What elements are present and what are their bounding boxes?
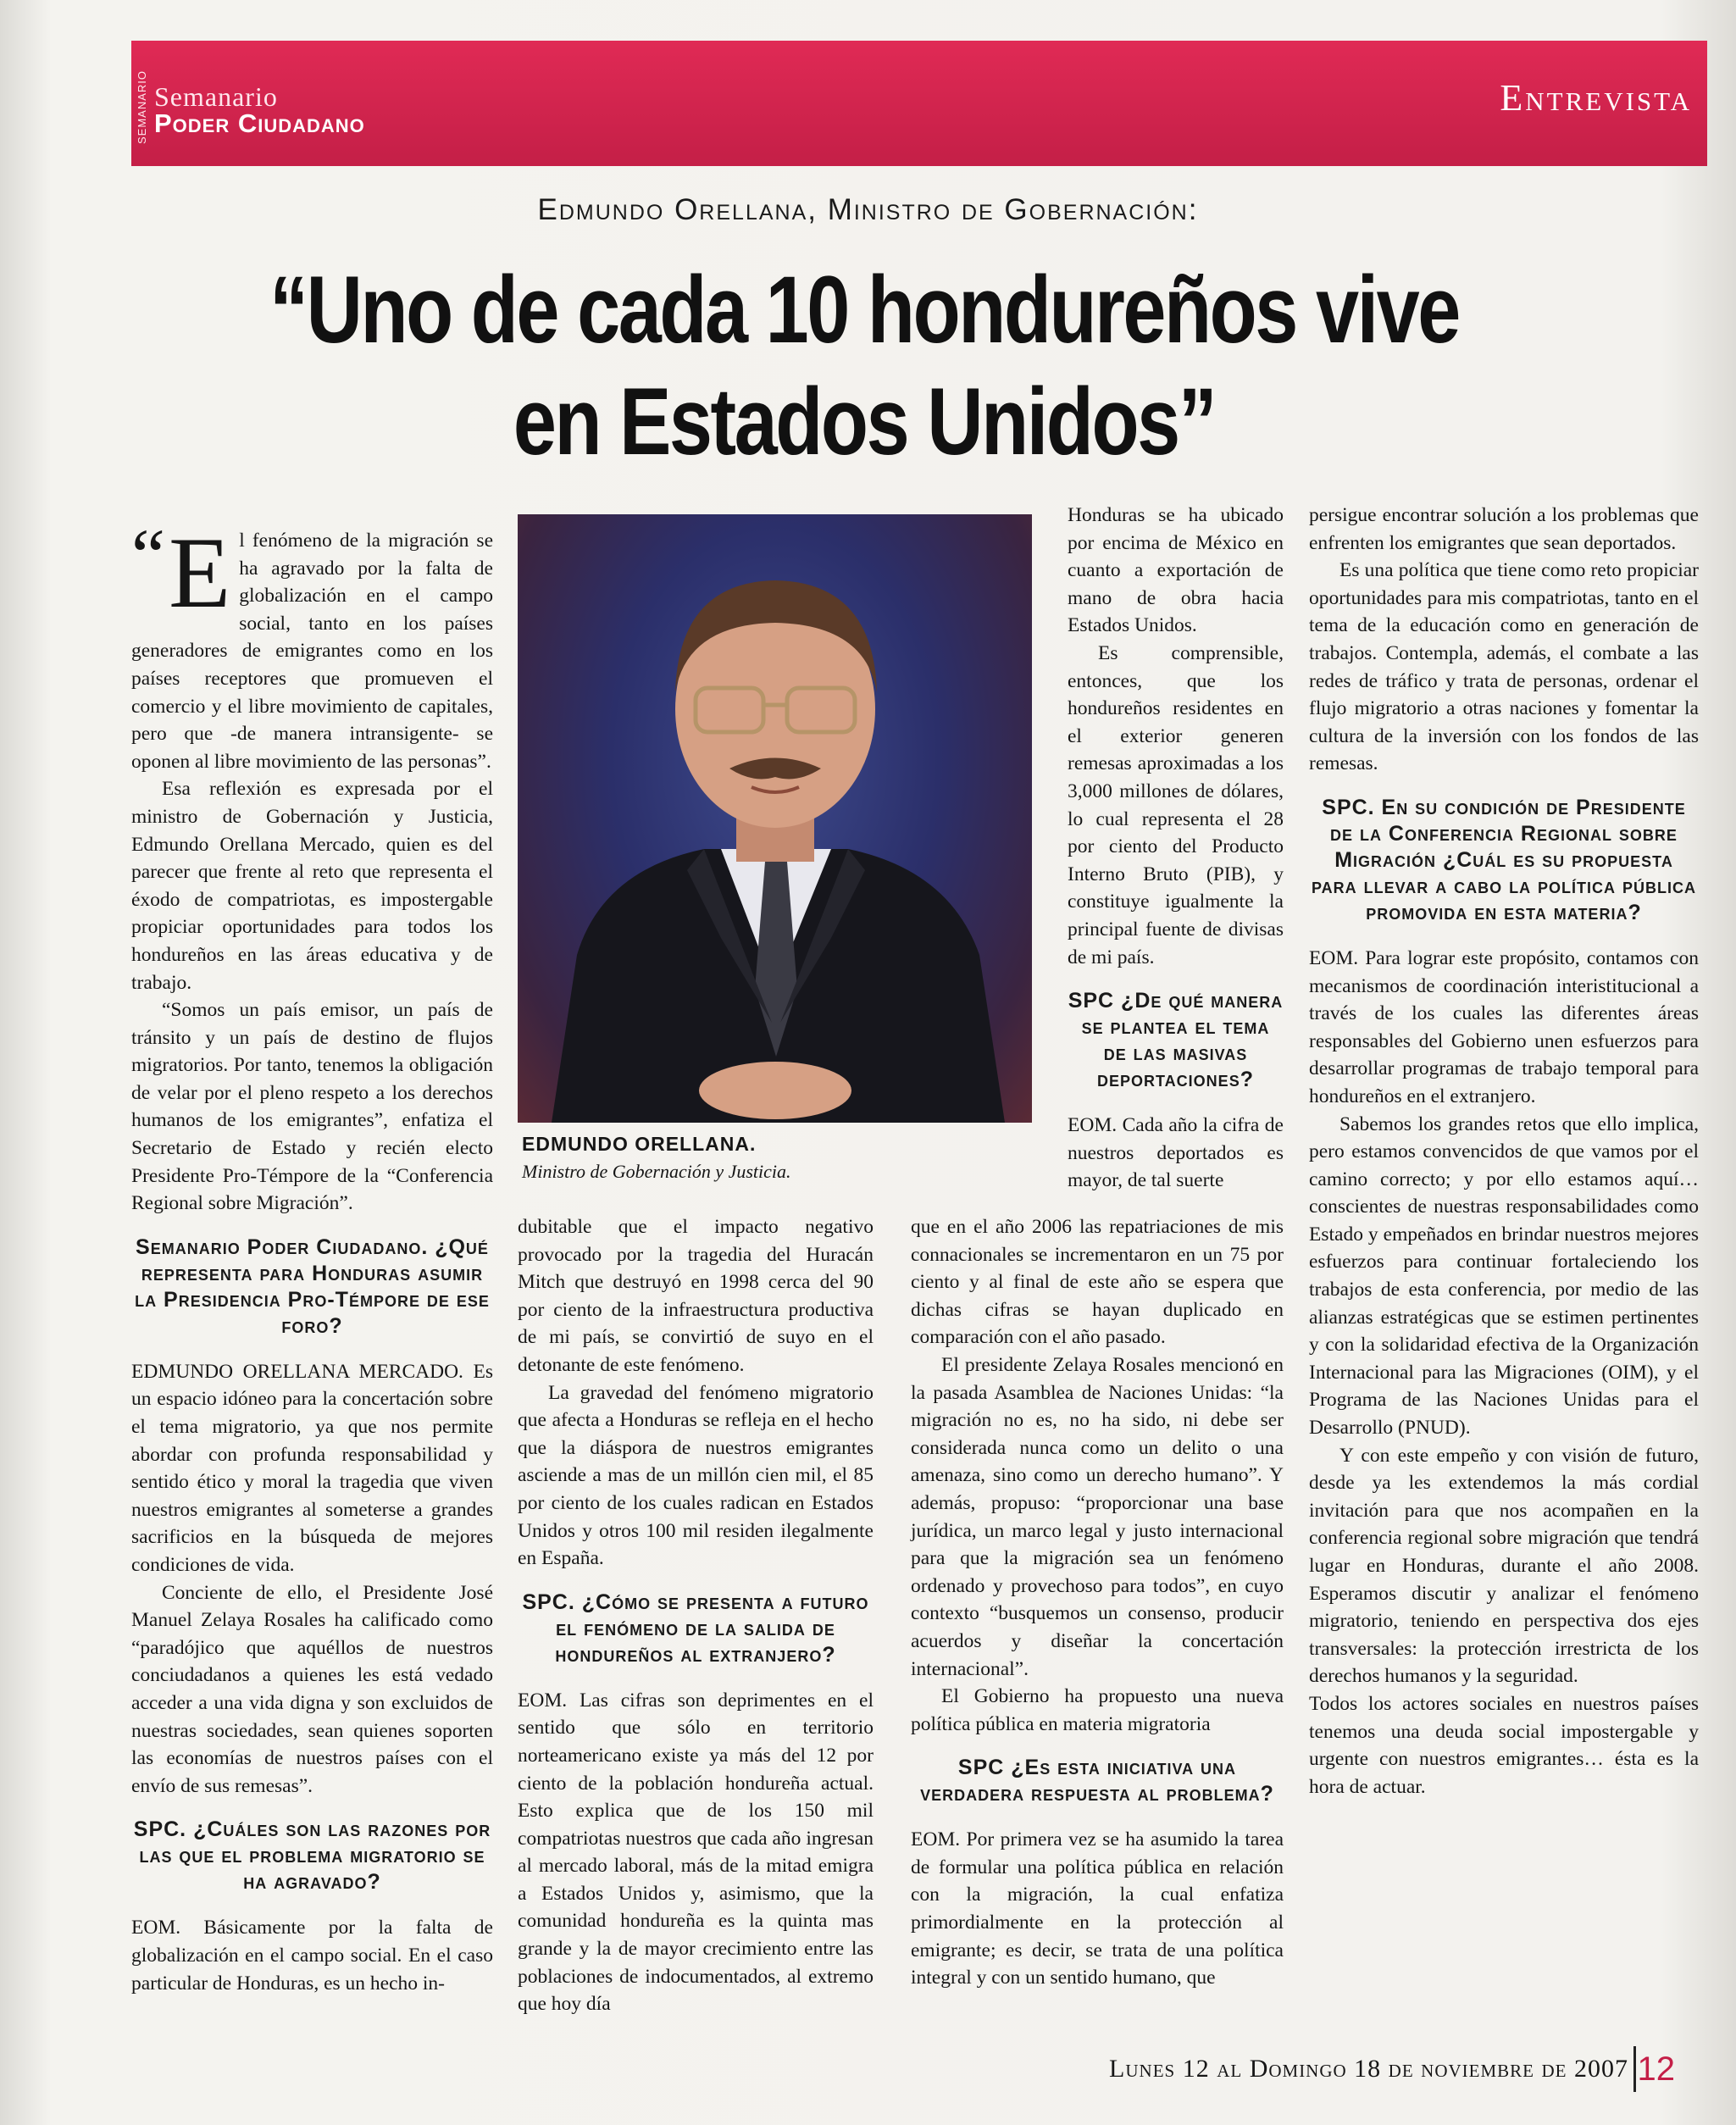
lead-paragraph [131,514,493,775]
question-heading: SPC. ¿Cómo se presenta a futuro el fenómeno de la salida de hondureños al extranjero? [522,1590,869,1667]
column-3-upper [1068,502,1284,1195]
column-3-lower [911,1213,1284,1992]
drop-cap: E [168,516,231,629]
question-heading: SPC ¿Es esta iniciativa una verdadera respuesta al problema? [920,1756,1274,1806]
question-heading: Semanario Poder Ciudadano. ¿Qué representa para Honduras asumir la Presidencia Pro-Témpore de ese foro? [135,1234,490,1338]
column-2 [518,1213,874,2018]
kicker: Edmundo Orellana, Ministro de Gobernación: [537,193,1199,226]
paragraph: persigue encontrar solución a los problemas que enfrenten los emigrantes que sean deportados. [1309,504,1699,554]
section-label: Entrevista [1500,77,1692,119]
paragraph: Sabemos los grandes retos que ello implica, pero estamos convencidos de que vamos por el camino correcto; y por ello estamos aquí… conscientes de nuestras responsabilidades como Estado y empeñados en brindar nuestros mejores esfuerzos para continuar fortaleciendo los trabajos de esta conferencia, por medio de las alianzas estratégicas que se estimen pertinentes y con la solidaridad efectiva de la Organización Internacional para las Migraciones (OIM), y el Programa de las Naciones Unidas para el Desarrollo (PNUD). [1309,1112,1699,1440]
page-number: 12 [1637,2050,1675,2088]
paragraph: Honduras se ha ubicado por encima de México en cuanto a exportación de mano de obra hacia Estados Unidos. [1068,504,1284,637]
answer-paragraph: EOM. Básicamente por la falta de globalización en el campo social. En el caso particular de Honduras, es un hecho in- [131,1917,493,1995]
question-heading: SPC ¿De qué manera se plantea el tema de las masivas deportaciones? [1068,989,1284,1092]
paragraph: “Somos un país emisor, un país de tránsito y un país de destino de flujos migratorios. Por tanto, tenemos la obligación de velar por el pleno respeto a los derechos humanos de los emigrantes”, enfatiza el Secretario de Estado y recién electo Presidente Pro-Témpore de la “Conferencia Regional sobre Migración”. [131,999,493,1215]
paragraph: Es comprensible, entonces, que los hondureños residentes en el exterior generen remesas aproximadas a los 3,000 millones de dólares, lo cual representa el 28 por ciento del Producto Interno Bruto (PIB), y constituye igualmente la principal fuente de divisas de mi país. [1068,641,1284,968]
portrait-illustration [518,514,1032,1123]
paragraph: Todos los actores sociales en nuestros países tenemos una deuda social impostergable y urgente con nuestros emigrantes… ésta es la hora de actuar. [1309,1692,1699,1798]
portrait-photo [518,514,1032,1123]
logo-vertical-label: SEMANARIO [136,69,148,144]
answer-paragraph: EOM. Por primera vez se ha asumido la tarea de formular una política pública en relación con la migración, la cual enfatiza primordialmente en la protección al emigrante; es decir, se trata de una política integral y con un sentido humano, que [911,1828,1284,1989]
paragraph: Es una política que tiene como reto propiciar oportunidades para mis compatriotas, tanto en el tema de la educación como en generación de trabajos. Contempla, además, el combate a las redes de tráfico y trata de personas, ordenar el flujo migratorio a otras naciones y fomentar la cultura de la inversión con los fondos de las remesas. [1309,559,1699,775]
photo-caption-name: EDMUNDO ORELLANA. [522,1133,757,1155]
logo-line-2: Poder Ciudadano [154,108,365,138]
footer-divider [1633,2046,1636,2092]
paragraph: La gravedad del fenómeno migratorio que afecta a Honduras se refleja en el hecho que la diáspora de nuestros emigrantes asciende a mas de un millón cien mil, el 85 por ciento de los cuales radican en Estados Unidos y otros 100 mil residen ilegalmente en España. [518,1381,874,1570]
photo-caption-title: Ministro de Gobernación y Justicia. [522,1161,791,1182]
headline: “Uno de cada 10 hondureños vive en Estados Unidos” [269,257,1459,474]
paragraph: Y con este empeño y con visión de futuro, desde ya les extendemos la más cordial invitación para que nos acompañen en la conferencia regional sobre migración que tendrá lugar en Honduras, durante el año 2008. Esperamos discutir y analizar el fenómeno migratorio, teniendo en perspectiva dos ejes transversales: la protección irrestricta de los derechos humanos y la seguridad. [1309,1444,1699,1688]
column-1 [131,514,493,1997]
question-heading: SPC. ¿Cuáles son las razones por las que el problema migratorio se ha agravado? [133,1817,491,1895]
answer-paragraph: EOM. Para lograr este propósito, contamos con mecanismos de coordinación interistitucional a través de los cuales las diferentes áreas responsables del Gobierno unen esfuerzos para desarrollar programas de trabajo temporal para hondureños en el extranjero. [1309,946,1699,1107]
issue-date: Lunes 12 al Domingo 18 de noviembre de 2007 [1109,2055,1628,2083]
paragraph: Esa reflexión es expresada por el ministro de Gobernación y Justicia, Edmundo Orellana Mercado, quien es del parecer que frente al reto que representa el éxodo de compatriotas, es impostergable propiciar oportunidades para todos los hondureños en las áreas educativa y de trabajo. [131,778,493,994]
paragraph: El Gobierno ha propuesto una nueva política pública en materia migratoria [911,1685,1284,1735]
logo-line-1: Semanario [154,81,278,112]
lead-quote-mark: “ [131,514,165,598]
paragraph: que en el año 2006 las repatriaciones de mis connacionales se incrementaron en un 75 por ciento y al final de este año se espera que dichas cifras se hayan duplicado en comparación con el año pasado. [911,1216,1284,1349]
header-band [131,41,1707,166]
lead-text: l fenómeno de la migración se ha agravado por la falta de globalización en el campo social, tanto en los países generadores de emigrantes como en los países receptores que promueven el comercio y el libre movimiento de capitales, pero que -de manera intransigente- se oponen al libre movimiento de las personas”. [131,530,493,773]
question-heading: SPC. En su condición de Presidente de la Conferencia Regional sobre Migración ¿Cuál es su propuesta para llevar a cabo la política pública promovida en esta materia? [1312,795,1696,924]
answer-paragraph: EOM. Cada año la cifra de nuestros deportados es mayor, de tal suerte [1068,1114,1284,1192]
paragraph: El presidente Zelaya Rosales mencionó en la pasada Asamblea de Naciones Unidas: “la migración no es, no ha sido, ni debe ser considerada nunca como un delito o una amenaza, sino como un derecho humano”. Y además, propuso: “proporcionar una base jurídica, un marco legal y justo internacional para que la migración sea un fenómeno ordenado y provechoso para todos”, en cuyo contexto “busquemos un consenso, producir acuerdos y diseñar la concertación internacional”. [911,1353,1284,1680]
column-4 [1309,502,1699,1800]
paragraph: dubitable que el impacto negativo provocado por la tragedia del Huracán Mitch que destruyó en 1998 cerca del 90 por ciento de la infraestructura productiva de mi país, se convirtió de suyo en el detonante de este fenómeno. [518,1216,874,1376]
answer-paragraph: EOM. Las cifras son deprimentes en el sentido que sólo en territorio norteamericano existe ya más del 12 por ciento de la población hondureña actual. Esto explica que de los 150 mil compatriotas nuestros que cada año ingresan al mercado laboral, más de la mitad emigra a Estados Unidos y, asimismo, que la comunidad hondureña es la quinta mas grande y la de mayor crecimiento entre las poblaciones de indocumentados, al extremo que hoy día [518,1689,874,2016]
answer-paragraph: EDMUNDO ORELLANA MERCADO. Es un espacio idóneo para la concertación sobre el tema migratorio, ya que nos permite abordar con profunda responsabilidad y sentido ético y moral la tragedia que viven nuestros emigrantes al someterse a grandes sacrificios en la búsqueda de mejores condiciones de vida. [131,1360,493,1576]
paragraph: Conciente de ello, el Presidente José Manuel Zelaya Rosales ha calificado como “paradójico que aquéllos de nuestros conciudadanos a quienes les está vedado acceder a una vida digna y son excluidos de nuestras sociedades, sean quienes soporten las economías de nuestros países con el envío de sus remesas”. [131,1581,493,1797]
